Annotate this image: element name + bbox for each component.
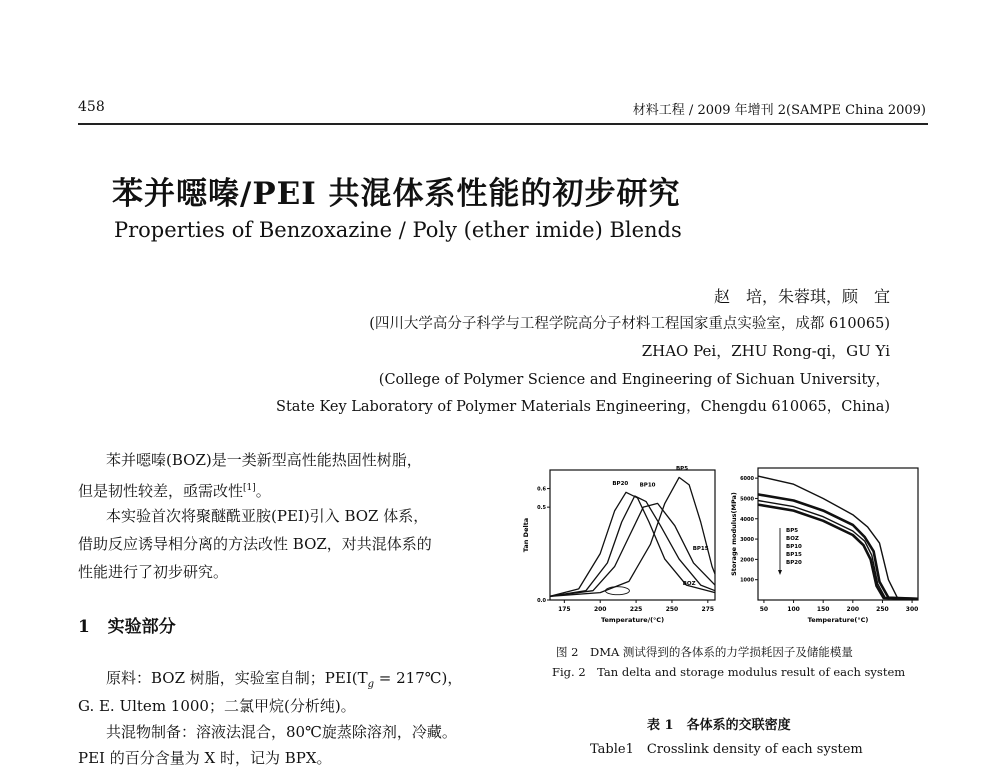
x-tick-label: 250 bbox=[665, 606, 679, 613]
x-tick-label: 275 bbox=[701, 606, 715, 613]
materials-line2: G. E. Ultem 1000；二氯甲烷(分析纯)。 bbox=[78, 697, 356, 715]
authors-en: ZHAO Pei，ZHU Rong-qi，GU Yi bbox=[641, 342, 890, 360]
materials-line3: 共混物制备：溶液法混合，80℃旋蒸除溶剂，冷藏。 bbox=[106, 723, 457, 741]
series-line-bp5 bbox=[758, 476, 918, 599]
y-tick-label: 2000 bbox=[740, 557, 754, 564]
figure-caption-en: Fig. 2 Tan delta and storage modulus result of each system bbox=[552, 665, 906, 679]
materials-line4: PEI 的百分含量为 X 时，记为 BPX。 bbox=[78, 749, 332, 767]
x-axis-label: Temperature(°C) bbox=[807, 616, 869, 624]
y-tick-label: 4000 bbox=[740, 516, 754, 523]
x-tick-label: 175 bbox=[558, 606, 571, 613]
y-tick-label: 0.6 bbox=[537, 486, 546, 493]
y-tick-label: 0.5 bbox=[537, 505, 546, 512]
curve-annotation: BOZ bbox=[682, 581, 696, 588]
storage-modulus-chart bbox=[730, 468, 918, 624]
title-en: Properties of Benzoxazine / Poly (ether imide) Blends bbox=[114, 218, 682, 242]
x-tick-label: 100 bbox=[787, 606, 800, 613]
intro-p2-line2: 借助反应诱导相分离的方法改性 BOZ，对共混体系的 bbox=[78, 535, 432, 553]
series-line-boz bbox=[758, 494, 918, 598]
y-tick-label: 3000 bbox=[740, 537, 754, 544]
header-rule bbox=[78, 123, 928, 125]
intro-p2-line3: 性能进行了初步研究。 bbox=[78, 563, 229, 581]
tan-delta-chart bbox=[522, 466, 715, 624]
materials-line1: 原料：BOZ 树脂，实验室自制；$PEI(T_g$ = 217℃)， bbox=[106, 669, 463, 690]
y-tick-label: 0.0 bbox=[537, 598, 546, 604]
title-cn: 苯并噁嗪/PEI 共混体系性能的初步研究 bbox=[112, 176, 681, 212]
x-tick-label: 200 bbox=[846, 606, 860, 613]
x-tick-label: 225 bbox=[629, 606, 643, 613]
page-number: 458 bbox=[78, 99, 105, 115]
legend-entry: BP20 bbox=[786, 560, 802, 566]
citation-ref: [1] bbox=[243, 483, 256, 493]
y-axis-label: Storage modulus(MPa) bbox=[730, 492, 738, 576]
affiliation-cn: (四川大学高分子科学与工程学院高分子材料工程国家重点实验室，成都 610065) bbox=[369, 316, 890, 332]
x-axis-label: Temperature/(°C) bbox=[600, 616, 665, 624]
y-axis-label: Tan Delta bbox=[522, 517, 530, 553]
curve-annotation: BP15 bbox=[692, 545, 709, 552]
legend-entry: BP10 bbox=[786, 544, 802, 550]
y-tick-label: 6000 bbox=[740, 476, 754, 483]
table-caption-en: Table1 Crosslink density of each system bbox=[590, 742, 863, 757]
y-tick-label: 5000 bbox=[740, 496, 754, 503]
x-tick-label: 150 bbox=[816, 606, 830, 613]
affiliation-en-1: (College of Polymer Science and Engineering of Sichuan University， bbox=[378, 372, 890, 388]
onset-ellipse bbox=[605, 587, 629, 595]
x-tick-label: 250 bbox=[876, 606, 889, 613]
affiliation-en-2: State Key Laboratory of Polymer Materials Engineering，Chengdu 610065，China) bbox=[276, 399, 890, 415]
authors-cn: 赵 培，朱蓉琪，顾 宜 bbox=[713, 287, 890, 306]
x-tick-label: 300 bbox=[905, 606, 919, 613]
y-tick-label: 1000 bbox=[740, 577, 754, 584]
curve-annotation: BP10 bbox=[639, 482, 656, 489]
curve-annotation: BP5 bbox=[675, 466, 689, 472]
legend-entry: BP5 bbox=[786, 528, 799, 534]
journal-header: 材料工程 / 2009 年增刊 2(SAMPE China 2009) bbox=[632, 103, 926, 118]
legend-entry: BOZ bbox=[786, 536, 799, 542]
section-heading: 1 实验部分 bbox=[78, 617, 176, 637]
series-line-bp10 bbox=[758, 501, 918, 599]
legend-arrow-head bbox=[778, 570, 782, 575]
intro-p1-line1: 苯并噁嗪(BOZ)是一类新型高性能热固性树脂， bbox=[106, 451, 422, 469]
intro-p2-line1: 本实验首次将聚醚酰亚胺(PEI)引入 BOZ 体系， bbox=[106, 507, 429, 525]
x-tick-label: 200 bbox=[593, 606, 607, 613]
figure-2 bbox=[510, 460, 930, 630]
legend-entry: BP15 bbox=[786, 552, 802, 558]
figure-caption-cn: 图 2 DMA 测试得到的各体系的力学损耗因子及储能模量 bbox=[556, 645, 853, 659]
intro-p1-line2: 但是韧性较差，亟需改性[1]。 bbox=[78, 482, 271, 500]
plot-frame bbox=[758, 468, 918, 600]
curve-annotation: BP20 bbox=[612, 480, 629, 487]
table-caption-cn: 表 1 各体系的交联密度 bbox=[647, 718, 791, 733]
x-tick-label: 50 bbox=[759, 606, 769, 613]
